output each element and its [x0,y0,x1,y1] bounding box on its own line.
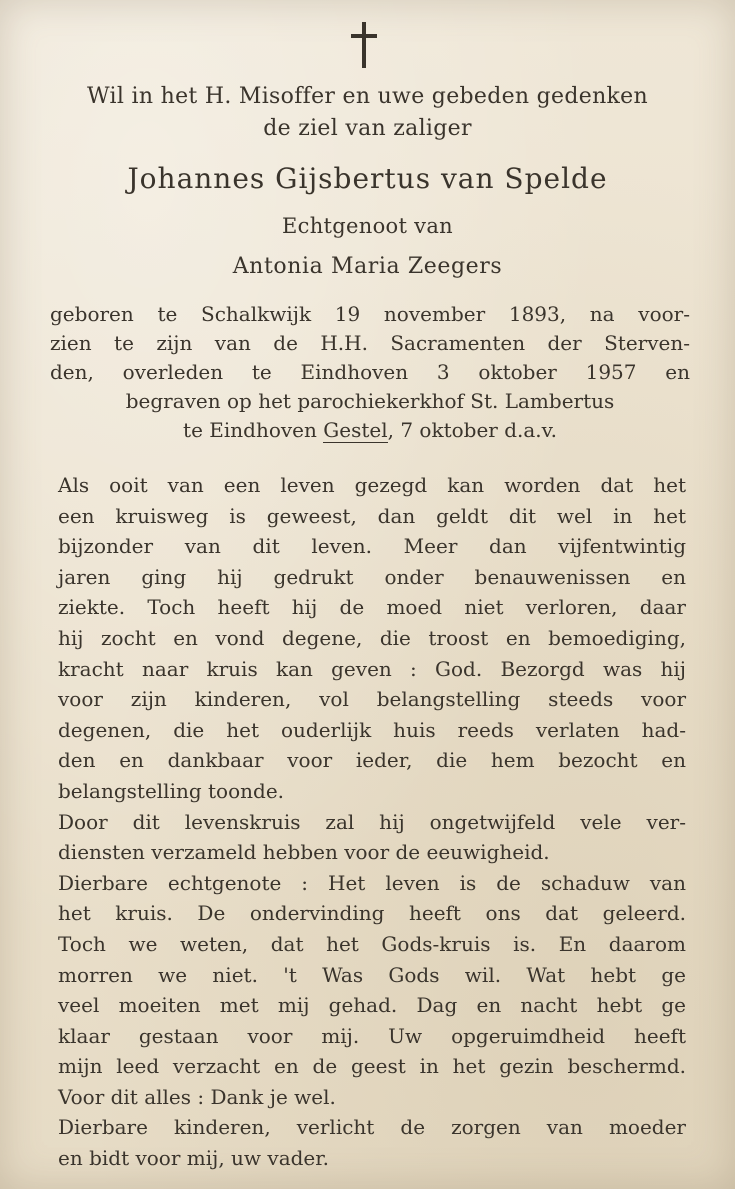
spouse-label: Echtgenoot van [282,214,453,238]
bio-line-last [50,416,690,445]
text-line: het kruis. De ondervinding heeft ons dat geleerd. [58,901,686,926]
text-line: voor zijn kinderen, vol belangstelling steeds voor [58,687,686,712]
cross-icon [349,22,379,68]
spouse-name: Antonia Maria Zeegers [232,254,503,279]
text-line: bijzonder van dit leven. Meer dan vijfentwintig [58,534,686,559]
text-line: hij zocht en vond degene, die troost en bemoediging, [58,625,686,650]
text-line: diensten verzameld hebben voor de eeuwigheid. [58,840,550,865]
text-line: Door dit levenskruis zal hij ongetwijfeld vele ver- [58,809,686,834]
intro-line-2: de ziel van zaliger [263,116,472,141]
bio-line: den, overleden te Eindhoven 3 oktober 1957 en [50,360,690,384]
text-line: veel moeiten met mij gehad. Dag en nacht hebt ge [58,993,686,1018]
bio-last-before: te Eindhoven [183,418,324,442]
text-line: kracht naar kruis kan geven : God. Bezorgd was hij [58,656,686,681]
text-line: Dierbare kinderen, verlicht de zorgen van moeder [58,1115,686,1140]
text-line: den en dankbaar voor ieder, die hem bezocht en [58,748,686,773]
text-line: jaren ging hij gedrukt onder benauwenissen en [58,564,686,589]
bio-line: geboren te Schalkwijk 19 november 1893, na voor- [50,302,690,326]
text-line: Dierbare echtgenote : Het leven is de schaduw van [58,870,686,895]
bio-line: zien te zijn van de H.H. Sacramenten der Sterven- [50,331,690,355]
text-line: Voor dit alles : Dank je wel. [58,1084,336,1109]
text-line: belangstelling toonde. [58,778,285,803]
bio-last-underlined: Gestel [323,418,388,442]
deceased-name: Johannes Gijsbertus van Spelde [127,162,608,195]
bio-line: begraven op het parochiekerkhof St. Lambertus [125,389,615,413]
text-line: en bidt voor mij, uw vader. [58,1146,329,1171]
biography-block [50,300,690,445]
intro-line-1: Wil in het H. Misoffer en uwe gebeden gedenken [87,84,648,109]
memorial-text [58,470,686,1174]
text-line: mijn leed verzacht en de geest in het gezin beschermd. [58,1054,686,1079]
text-line: een kruisweg is geweest, dan geldt dit wel in het [58,503,686,528]
text-line: klaar gestaan voor mij. Uw opgeruimdheid heeft [58,1023,686,1048]
text-line: morren we niet. 't Was Gods wil. Wat hebt ge [58,962,686,987]
text-line: Toch we weten, dat het Gods-kruis is. En daarom [58,931,686,956]
text-line: degenen, die het ouderlijk huis reeds verlaten had- [58,717,686,742]
bio-last-after: , 7 oktober d.a.v. [387,418,557,442]
text-line: Als ooit van een leven gezegd kan worden dat het [58,473,686,497]
text-line: ziekte. Toch heeft hij de moed niet verloren, daar [58,595,686,620]
